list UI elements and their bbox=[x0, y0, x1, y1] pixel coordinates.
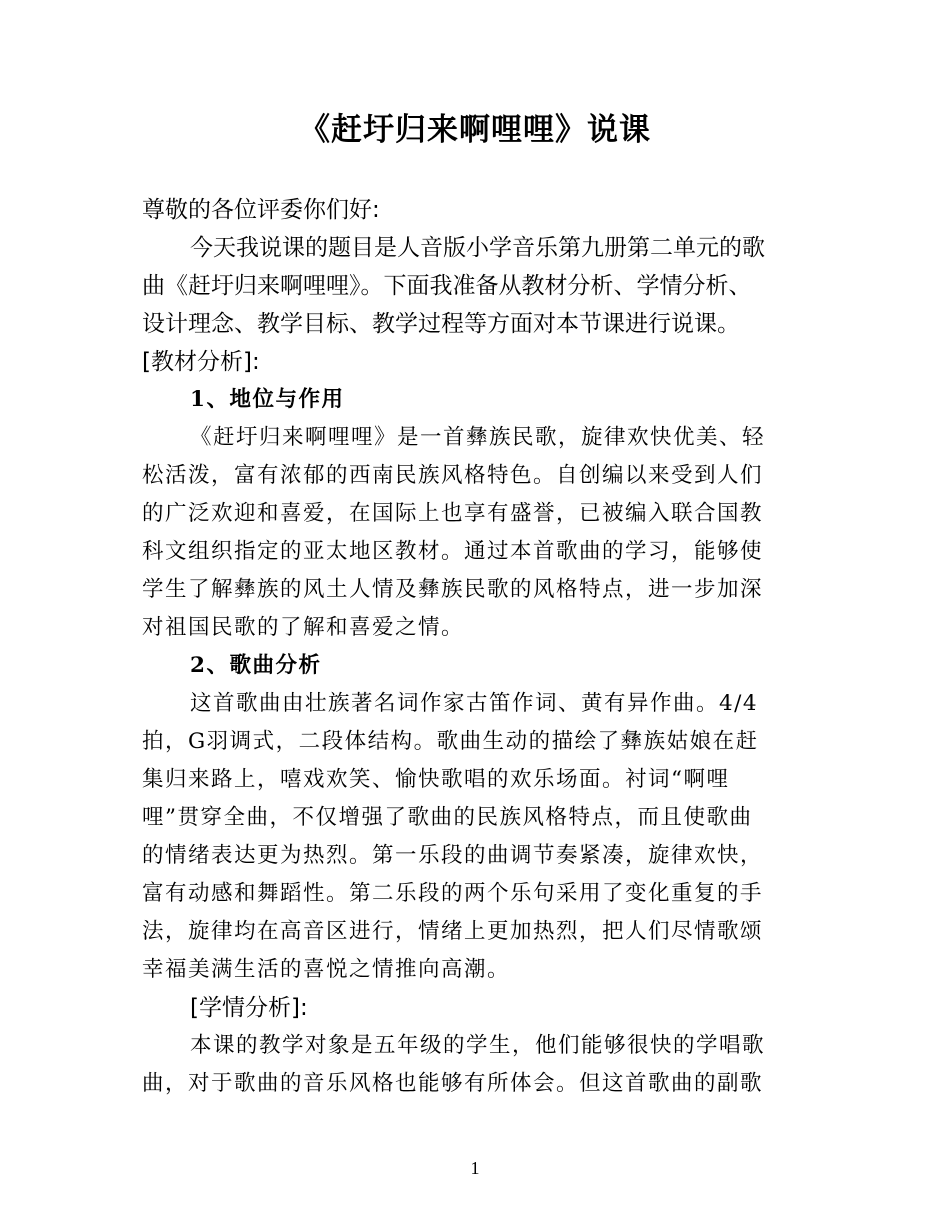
intro-line: 今天我说课的题目是人音版小学音乐第九册第二单元的歌 bbox=[190, 235, 765, 261]
paragraph-line: 哩”贯穿全曲，不仅增强了歌曲的民族风格特点，而且使歌曲 bbox=[142, 805, 753, 830]
paragraph-line: 学生了解彝族的风土人情及彝族民歌的风格特点，进一步加深 bbox=[142, 577, 764, 602]
paragraph-line: 科文组织指定的亚太地区教材。通过本首歌曲的学习，能够使 bbox=[142, 539, 764, 564]
paragraph-line: 拍，G羽调式，二段体结构。歌曲生动的描绘了彝族姑娘在赶 bbox=[142, 729, 759, 754]
intro-line: 曲《赶圩归来啊哩哩》。下面我准备从教材分析、学情分析、 bbox=[142, 273, 752, 299]
intro-line: 设计理念、教学目标、教学过程等方面对本节课进行说课。 bbox=[142, 311, 740, 337]
paragraph-line: 这首歌曲由壮族著名词作家古笛作词、黄有异作曲。4/4 bbox=[190, 691, 759, 716]
paragraph-line: 法，旋律均在高音区进行，情绪上更加热烈，把人们尽情歌颂 bbox=[142, 919, 764, 944]
page-number: 1 bbox=[470, 1158, 480, 1178]
paragraph-line: 曲，对于歌曲的音乐风格也能够有所体会。但这首歌曲的副歌 bbox=[142, 1071, 764, 1096]
paragraph-line: 幸福美满生活的喜悦之情推向高潮。 bbox=[142, 957, 511, 982]
document-title: 《赶圩归来啊哩哩》说课 bbox=[299, 112, 651, 148]
paragraph-line: 集归来路上，嘻戏欢笑、愉快歌唱的欢乐场面。衬词“啊哩 bbox=[142, 767, 730, 792]
paragraph-line: 富有动感和舞蹈性。第二乐段的两个乐句采用了变化重复的手 bbox=[142, 881, 764, 906]
paragraph-line: 《赶圩归来啊哩哩》是一首彝族民歌，旋律欢快优美、轻 bbox=[190, 425, 766, 450]
subsection-heading-position: 1、地位与作用 bbox=[190, 387, 345, 412]
paragraph-line: 本课的教学对象是五年级的学生，他们能够很快的学唱歌 bbox=[190, 1033, 766, 1058]
greeting-line: 尊敬的各位评委你们好: bbox=[142, 197, 380, 223]
paragraph-line: 松活泼，富有浓郁的西南民族风格特色。自创编以来受到人们 bbox=[142, 463, 764, 488]
paragraph-line: 的情绪表达更为热烈。第一乐段的曲调节奏紧凑，旋律欢快， bbox=[142, 843, 764, 868]
paragraph-line: 对祖国民歌的了解和喜爱之情。 bbox=[142, 615, 465, 640]
section-heading-learner: [学情分析]: bbox=[190, 995, 308, 1021]
paragraph-line: 的广泛欢迎和喜爱，在国际上也享有盛誉，已被编入联合国教 bbox=[142, 501, 764, 526]
section-heading-textbook: [教材分析]: bbox=[142, 349, 260, 375]
subsection-heading-song-analysis: 2、歌曲分析 bbox=[190, 653, 322, 678]
